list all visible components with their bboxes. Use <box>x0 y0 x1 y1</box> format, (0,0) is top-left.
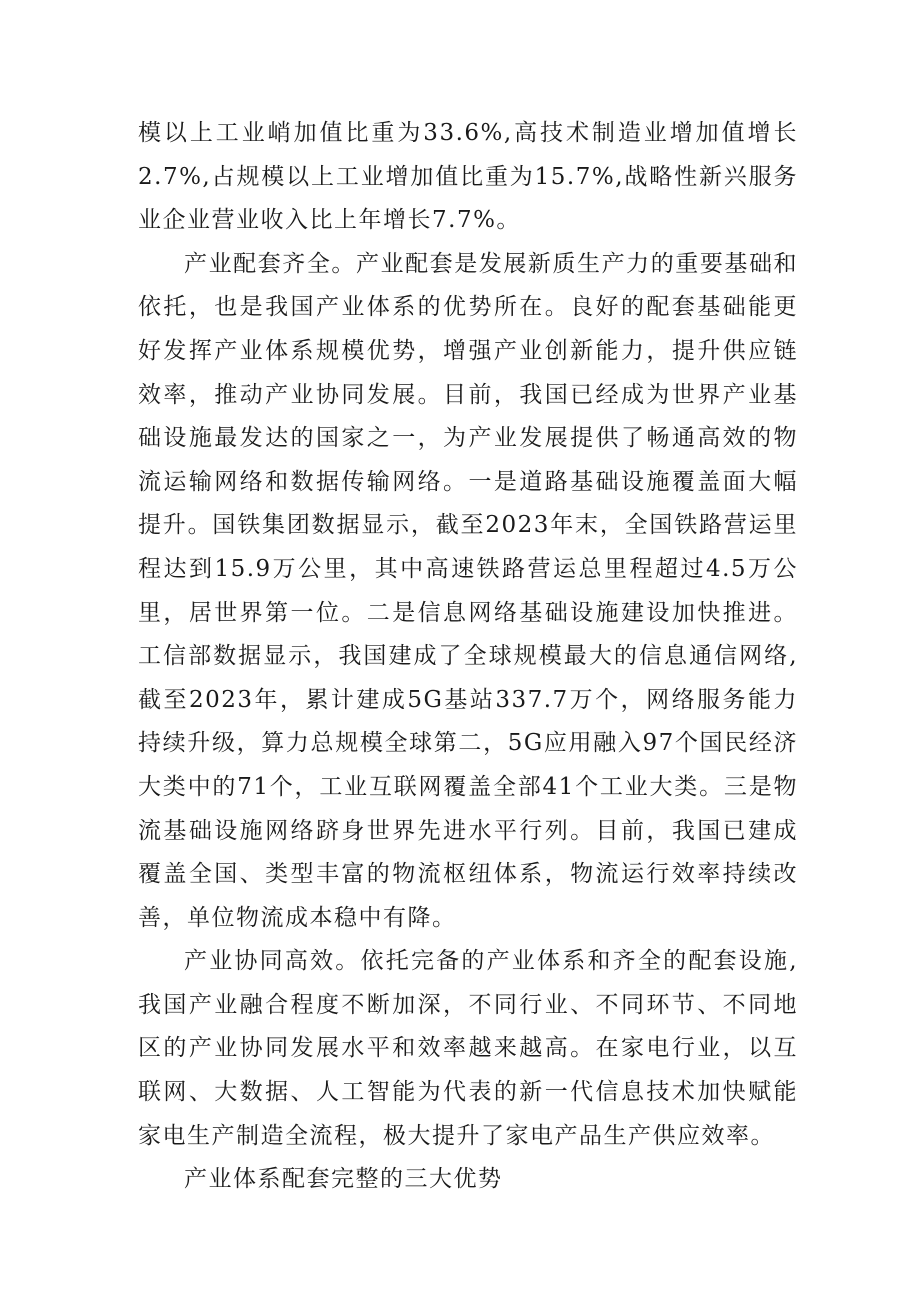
document-body <box>138 112 798 1202</box>
section-heading-three-advantages: 产业体系配套完整的三大优势 <box>184 1166 503 1193</box>
paragraph-industry-supporting: 产业配套齐全。产业配套是发展新质生产力的重要基础和依托，也是我国产业体系的优势所在。良好的配套基础能更好发挥产业体系规模优势，增强产业创新能力，提升供应链效率，推动产业协同发展。目前，我国已经成为世界产业基础设施最发达的国家之一，为产业发展提供了畅通高效的物流运输网络和数据传输网络。一是道路基础设施覆盖面大幅提升。国铁集团数据显示，截至2023年末，全国铁路营运里程达到15.9万公里，其中高速铁路营运总里程超过4.5万公里，居世界第一位。二是信息网络基础设施建设加快推进。工信部数据显示，我国建成了全球规模最大的信息通信网络,截至2023年，累计建成5G基站337.7万个，网络服务能力持续升级，算力总规模全球第二，5G应用融入97个国民经济大类中的71个，工业互联网覆盖全部41个工业大类。三是物流基础设施网络跻身世界先进水平行列。目前，我国已建成覆盖全国、类型丰富的物流枢纽体系，物流运行效率持续改善，单位物流成本稳中有降。 <box>138 250 798 931</box>
paragraph-continuation: 模以上工业峭加值比重为33.6%,高技术制造业增加值增长2.7%,占规模以上工业增加值比重为15.7%,战略性新兴服务业企业营业收入比上年增长7.7%。 <box>138 120 798 234</box>
paragraph-industry-synergy: 产业协同高效。依托完备的产业体系和齐全的配套设施,我国产业融合程度不断加深，不同行业、不同环节、不同地区的产业协同发展水平和效率越来越高。在家电行业，以互联网、大数据、人工智能为代表的新一代信息技术加快赋能家电生产制造全流程，极大提升了家电产品生产供应效率。 <box>138 948 798 1149</box>
